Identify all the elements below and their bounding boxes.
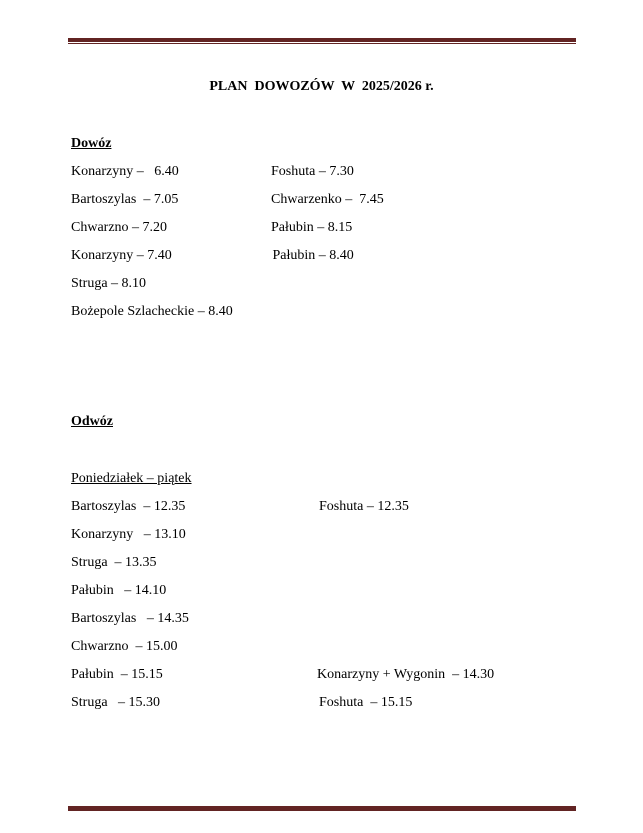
odwoz-left-item: Pałubin – 14.10 bbox=[71, 583, 167, 598]
dowoz-left-item: Bartoszylas – 7.05 bbox=[71, 192, 179, 207]
dowoz-left-item: Chwarzno – 7.20 bbox=[71, 220, 168, 235]
dowoz-right-item: Foshuta – 7.30 bbox=[271, 164, 354, 179]
page-title: PLAN DOWOZÓW W 2025/2026 r. bbox=[209, 79, 434, 94]
header-rule bbox=[68, 38, 576, 44]
dowoz-left-item: Konarzyny – 7.40 bbox=[71, 248, 172, 263]
odwoz-right-item: Konarzyny + Wygonin – 14.30 bbox=[317, 667, 495, 682]
odwoz-subheading: Poniedziałek – piątek bbox=[71, 471, 192, 486]
dowoz-right-item: Pałubin – 8.40 bbox=[269, 248, 354, 263]
odwoz-left-item: Bartoszylas – 14.35 bbox=[71, 611, 189, 626]
dowoz-heading: Dowóz bbox=[71, 136, 112, 151]
odwoz-right-item: Foshuta – 12.35 bbox=[319, 499, 409, 514]
odwoz-left-item: Struga – 13.35 bbox=[71, 555, 157, 570]
odwoz-left-item: Konarzyny – 13.10 bbox=[71, 527, 186, 542]
dowoz-left-item: Bożepole Szlacheckie – 8.40 bbox=[71, 304, 233, 319]
dowoz-left-item: Struga – 8.10 bbox=[71, 276, 147, 291]
dowoz-right-item: Chwarzenko – 7.45 bbox=[271, 192, 384, 207]
odwoz-left-item: Bartoszylas – 12.35 bbox=[71, 499, 186, 514]
odwoz-left-item: Pałubin – 15.15 bbox=[71, 667, 163, 682]
odwoz-right-item: Foshuta – 15.15 bbox=[319, 695, 413, 710]
odwoz-heading: Odwóz bbox=[71, 414, 113, 429]
dowoz-right-item: Pałubin – 8.15 bbox=[271, 220, 353, 235]
odwoz-left-item: Chwarzno – 15.00 bbox=[71, 639, 178, 654]
footer-rule bbox=[68, 805, 576, 811]
dowoz-left-item: Konarzyny – 6.40 bbox=[71, 164, 179, 179]
odwoz-left-item: Struga – 15.30 bbox=[71, 695, 161, 710]
